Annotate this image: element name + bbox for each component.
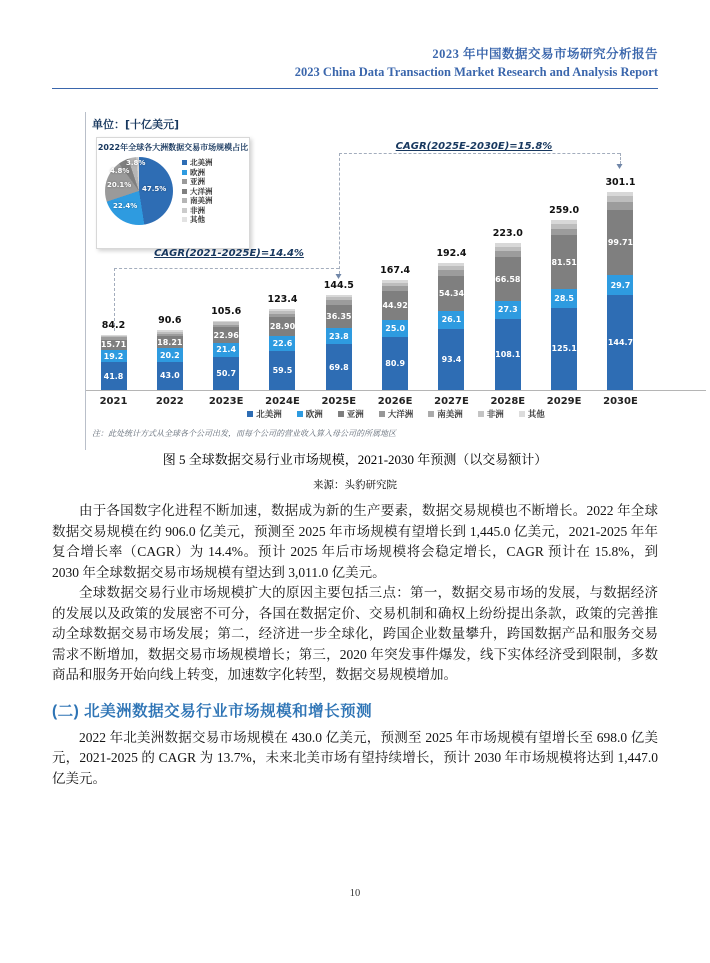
bar-segment: [607, 275, 633, 295]
paragraph-growth-reasons: 全球数据交易行业市场规模扩大的原因主要包括三点：第一，数据交易市场的发展，与数据经济的发展以及政策的发展密不可分，各国在数据定价、交易机制和确权上纷纷提出条款，政策的完善推动全球数据交易市场发展；第二，经济进一步全球化，跨国企业数量攀升，跨国数据产品和服务交易需求不断增加，数据交易市场规模增长；第三，2020 年突发事件爆发，线下实体经济受到限制，多数商品和服务开始向线上转变，加速数字化转型，数据交易规模增加。: [52, 585, 658, 682]
pie-legend-swatch: [182, 160, 187, 165]
pie-legend-swatch: [182, 217, 187, 222]
segment-value-label: 108.1: [495, 349, 521, 359]
bar-segment: [101, 362, 127, 390]
pie-legend: [182, 157, 213, 225]
stacked-bar: [607, 192, 633, 390]
bar-segment: [213, 343, 239, 357]
segment-value-label: 54.34: [438, 288, 465, 298]
bar-segment: [551, 289, 577, 308]
bar-segment: [157, 336, 183, 348]
report-title-en: 2023 China Data Transaction Market Research and Analysis Report: [294, 65, 658, 79]
segment-value-label: 144.7: [607, 337, 634, 347]
segment-value-label: 29.7: [610, 280, 631, 290]
stacked-bar: [269, 309, 295, 390]
stacked-bar: [382, 280, 408, 390]
pie-legend-swatch: [182, 179, 187, 184]
pie-slice-label: 4.8%: [110, 167, 130, 175]
legend-item: [338, 408, 364, 420]
bar-total-label: 105.6: [211, 305, 242, 317]
header-divider: [52, 88, 658, 89]
x-axis-label: 2029E: [546, 396, 582, 407]
annotation-line: [114, 268, 339, 269]
pie-legend-label: 欧洲: [190, 167, 205, 177]
pie-inset-panel: [96, 137, 250, 249]
bar-segment: [157, 362, 183, 390]
bar-total-label: 223.0: [492, 228, 523, 240]
x-axis-label: 2026E: [377, 396, 413, 407]
bar-total-label: 90.6: [158, 315, 182, 327]
legend-item: [519, 408, 545, 420]
legend-swatch: [428, 411, 434, 417]
bar-segment: [326, 305, 352, 329]
pie-legend-label: 其他: [190, 215, 205, 224]
section-heading-north-america: (二) 北美洲数据交易行业市场规模和增长预测: [52, 702, 373, 720]
stacked-bar: [438, 263, 464, 390]
bar-segment: [101, 340, 127, 350]
stacked-bar: [213, 321, 239, 390]
segment-value-label: 23.8: [328, 331, 349, 341]
bar-segment: [101, 350, 127, 363]
segment-value-label: 43.0: [159, 371, 180, 381]
pie-slice-label: 22.4%: [113, 202, 138, 210]
legend-label: 欧洲: [305, 410, 323, 420]
segment-value-label: 18.21: [157, 337, 183, 347]
bar-segment: [495, 257, 521, 301]
segment-value-label: 50.7: [216, 368, 237, 378]
bar-segment: [213, 357, 239, 390]
segment-value-label: 28.5: [554, 293, 574, 303]
bar-segment: [213, 327, 239, 342]
x-axis-label: 2028E: [490, 396, 526, 407]
bar-total-label: 167.4: [380, 264, 411, 276]
page-number: 10: [349, 888, 361, 899]
segment-value-label: 59.5: [272, 365, 293, 375]
bar-segment: [382, 320, 408, 336]
bar-segment: [438, 276, 464, 312]
x-axis-label: 2022: [155, 396, 184, 407]
x-axis-label: 2021: [99, 396, 128, 407]
legend-item: [297, 408, 323, 420]
x-axis-label: 2024E: [265, 396, 300, 407]
pie-legend-label: 南美洲: [190, 196, 213, 205]
bar-segment: [438, 329, 464, 390]
bar-segment: [495, 301, 521, 319]
stacked-bar: [495, 243, 521, 390]
segment-value-label: 26.1: [441, 315, 462, 325]
pie-slice-label: 20.1%: [107, 181, 132, 189]
x-axis-label: 2025E: [321, 396, 357, 407]
segment-value-label: 99.71: [607, 237, 634, 247]
legend-swatch: [478, 411, 484, 417]
bar-segment-minor: [607, 202, 633, 209]
segment-value-label: 80.9: [385, 358, 406, 368]
segment-value-label: 27.3: [497, 305, 518, 315]
pie-legend-item: [182, 215, 213, 224]
chart-unit-label: 单位：[十亿美元]: [92, 118, 180, 131]
segment-value-label: 21.4: [216, 345, 237, 355]
pie-legend-swatch: [182, 189, 187, 194]
legend-swatch: [379, 411, 385, 417]
annotation-line: [339, 153, 621, 154]
legend-swatch: [338, 411, 344, 417]
pie-slice-label: 3.8%: [126, 159, 146, 167]
segment-value-label: 93.4: [441, 354, 462, 364]
legend-label: 大洋洲: [387, 410, 414, 420]
pie-legend-label: 北美洲: [190, 158, 213, 167]
paragraph-global-market: 由于各国数字化进程不断加速，数据成为新的生产要素，数据交易规模也不断增长。2022 年全球数据交易规模在约 906.0 亿美元，预测至 2025 年市场规模有望增长到 1,445.0 亿美元，2021-2025 年年复合增长率（CAGR）为 14.4%。预计 2025 年后市场规模将会稳定增长，CAGR 预计在 15.8%，到 2030 年全球数据交易市场规模有望达到 3,011.0 亿美元。: [52, 503, 658, 580]
segment-value-label: 25.0: [385, 324, 406, 334]
stacked-bar: [551, 220, 577, 390]
pie-slice-label: 47.5%: [142, 185, 167, 193]
legend-item: [379, 408, 414, 420]
legend-swatch: [519, 411, 525, 417]
segment-value-label: 20.2: [159, 350, 180, 360]
figure-market-size-chart: [85, 112, 705, 450]
bar-segment-minor: [551, 229, 577, 236]
document-body: [52, 449, 658, 789]
legend-label: 北美洲: [256, 410, 282, 420]
segment-value-label: 36.35: [326, 311, 352, 321]
bar-total-label: 123.4: [267, 293, 298, 305]
chart-footnote: 注：此处统计方式从全球各个公司出发，而每个公司的营业收入算入母公司的所属地区: [92, 429, 396, 438]
pie-legend-label: 亚洲: [190, 177, 205, 186]
pie-legend-swatch: [182, 170, 187, 175]
report-title-cn: 2023 年中国数据交易市场研究分析报告: [432, 47, 658, 61]
annotation-arrow-icon: [335, 274, 341, 279]
bar-chart-legend: [86, 408, 706, 420]
bar-segment: [269, 336, 295, 351]
bar-segment: [326, 328, 352, 344]
cagr-annotation-2: CAGR(2025E-2030E)=15.8%: [395, 141, 553, 152]
bar-segment: [326, 344, 352, 390]
pie-legend-swatch: [182, 208, 187, 213]
segment-value-label: 125.1: [551, 344, 577, 354]
page-header: [52, 44, 658, 80]
stacked-bar: [157, 330, 183, 390]
bar-segment: [157, 348, 183, 361]
segment-value-label: 44.92: [382, 301, 408, 311]
bar-segment: [551, 235, 577, 289]
segment-value-label: 22.6: [272, 338, 293, 348]
segment-value-label: 41.8: [103, 371, 124, 381]
segment-value-label: 22.96: [213, 330, 239, 340]
segment-value-label: 69.8: [328, 362, 349, 372]
x-axis-label: 2027E: [434, 396, 469, 407]
legend-label: 非洲: [486, 410, 504, 420]
legend-item: [428, 408, 463, 420]
annotation-line: [620, 153, 621, 164]
annotation-line: [339, 153, 340, 274]
bar-segment: [382, 291, 408, 321]
pie-title: 2022年全球各大洲数据交易市场规模占比: [97, 143, 249, 152]
legend-label: 南美洲: [437, 410, 463, 420]
bar-segment: [495, 319, 521, 390]
segment-value-label: 19.2: [103, 351, 124, 361]
x-axis-label: 2023E: [208, 396, 244, 407]
legend-item: [247, 408, 282, 420]
bar-total-label: 144.5: [323, 279, 354, 291]
legend-label: 其他: [527, 410, 545, 420]
paragraph-north-america: 2022 年北美洲数据交易市场规模在 430.0 亿美元，预测至 2025 年市场规模有望增长至 698.0 亿美元，2021-2025 的 CAGR 为 13.7%，未来北美市场有望持续增长，预计 2030 年市场规模将达到 1,447.0 亿美元。: [52, 729, 658, 786]
legend-item: [478, 408, 504, 420]
pie-legend-swatch: [182, 198, 187, 203]
legend-label: 亚洲: [346, 410, 364, 420]
figure-caption: 图 5 全球数据交易行业市场规模，2021-2030 年预测（以交易额计）: [162, 452, 548, 467]
bar-total-label: 301.1: [605, 176, 636, 188]
annotation-arrow-icon: [617, 164, 623, 169]
bar-segment: [551, 308, 577, 390]
x-axis-label: 2030E: [603, 396, 638, 407]
legend-swatch: [297, 411, 303, 417]
bar-segment: [382, 337, 408, 390]
bar-segment: [269, 317, 295, 336]
bar-segment: [607, 295, 633, 390]
bar-total-label: 259.0: [549, 204, 580, 216]
bar-segment: [607, 210, 633, 276]
stacked-bar: [101, 335, 127, 390]
stacked-bar: [326, 295, 352, 390]
segment-value-label: 15.71: [100, 340, 127, 350]
bar-segment: [269, 351, 295, 390]
segment-value-label: 28.90: [269, 321, 296, 331]
legend-swatch: [247, 411, 253, 417]
bar-total-label: 192.4: [436, 248, 467, 260]
bar-segment: [438, 311, 464, 328]
segment-value-label: 81.51: [551, 257, 577, 267]
pie-legend-label: 非洲: [190, 205, 205, 215]
bar-total-label: 84.2: [101, 319, 126, 331]
x-axis-line: [86, 390, 706, 391]
cagr-annotation-1: CAGR(2021-2025E)=14.4%: [154, 248, 304, 259]
figure-source: 来源：头豹研究院: [313, 480, 397, 491]
segment-value-label: 66.58: [495, 274, 521, 284]
pie-legend-label: 大洋洲: [190, 186, 213, 196]
